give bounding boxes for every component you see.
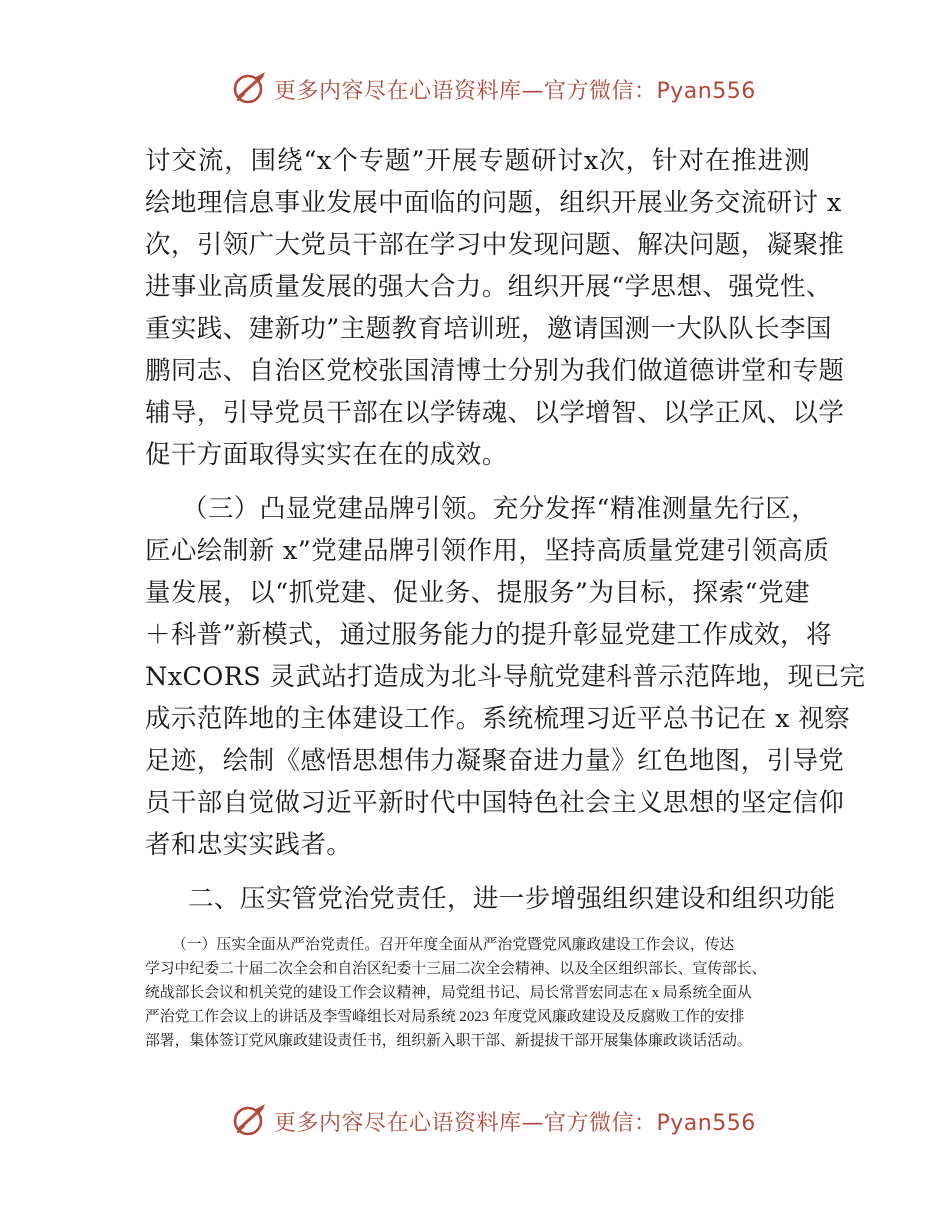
paragraph-line: NxCORS 灵武站打造成为北斗导航党建科普示范阵地，现已完 bbox=[145, 662, 866, 692]
paragraph-line: 鹏同志、自治区党校张国清博士分别为我们做道德讲堂和专题 bbox=[145, 356, 845, 386]
paragraph-line: 量发展，以“抓党建、促业务、提服务”为目标，探索“党建 bbox=[145, 578, 810, 608]
paragraph-line: 严治党工作会议上的讲话及李雪峰组长对局系统 2023 年度党风廉政建设及反腐败工作的安排 bbox=[145, 1009, 745, 1025]
paragraph-line: （三）凸显党建品牌引领。充分发挥“精准测量先行区， bbox=[182, 494, 818, 524]
paragraph-line: 讨交流，围绕“x个专题”开展专题研讨x次，针对在推进测 bbox=[145, 146, 810, 176]
paragraph-line: 绘地理信息事业发展中面临的问题，组织开展业务交流研讨 x bbox=[145, 188, 842, 218]
footer-banner bbox=[0, 1100, 950, 1144]
paragraph-line: 员干部自觉做习近平新时代中国特色社会主义思想的坚定信仰 bbox=[145, 788, 845, 818]
header-banner bbox=[0, 68, 950, 112]
paragraph-line: 足迹，绘制《感悟思想伟力凝聚奋进力量》红色地图，引导党 bbox=[145, 746, 845, 776]
paragraph-line: 辅导，引导党员干部在以学铸魂、以学增智、以学正风、以学 bbox=[145, 398, 845, 428]
paragraph-line: 匠心绘制新 x”党建品牌引领作用，坚持高质量党建引领高质 bbox=[145, 536, 830, 566]
paragraph-line: 进事业高质量发展的强大合力。组织开展“学思想、强党性、 bbox=[145, 272, 832, 302]
header-banner-text: 更多内容尽在心语资料库—官方微信：Pyan556 bbox=[274, 79, 756, 104]
paragraph-line: 重实践、建新功”主题教育培训班，邀请国测一大队队长李国 bbox=[145, 314, 832, 344]
quill-logo-icon bbox=[232, 1102, 268, 1138]
footer-banner-text: 更多内容尽在心语资料库—官方微信：Pyan556 bbox=[274, 1111, 756, 1136]
section-heading: 二、压实管党治党责任，进一步增强组织建设和组织功能 bbox=[188, 884, 836, 914]
paragraph-line: 者和忠实实践者。 bbox=[145, 830, 353, 860]
paragraph-line: 成示范阵地的主体建设工作。系统梳理习近平总书记在 x 视察 bbox=[145, 704, 851, 734]
paragraph-line: 次，引领广大党员干部在学习中发现问题、解决问题，凝聚推 bbox=[145, 230, 845, 260]
paragraph-line: （一）压实全面从严治党责任。召开年度全面从严治党暨党风廉政建设工作会议，传达 bbox=[172, 937, 735, 953]
paragraph-line: 学习中纪委二十届二次全会和自治区纪委十三届二次全会精神、以及全区组织部长、宣传部长、 bbox=[145, 961, 767, 977]
paragraph-line: 统战部长会议和机关党的建设工作会议精神，局党组书记、局长常晋宏同志在 x 局系统全面从 bbox=[145, 985, 752, 1001]
paragraph-line: 部署，集体签订党风廉政建设责任书，组织新入职干部、新提拔干部开展集体廉政谈话活动。 bbox=[145, 1033, 752, 1049]
quill-logo-icon bbox=[232, 70, 268, 106]
paragraph-line: 促干方面取得实实在在的成效。 bbox=[145, 440, 508, 470]
paragraph-line: ＋科普”新模式，通过服务能力的提升彰显党建工作成效，将 bbox=[145, 620, 832, 650]
